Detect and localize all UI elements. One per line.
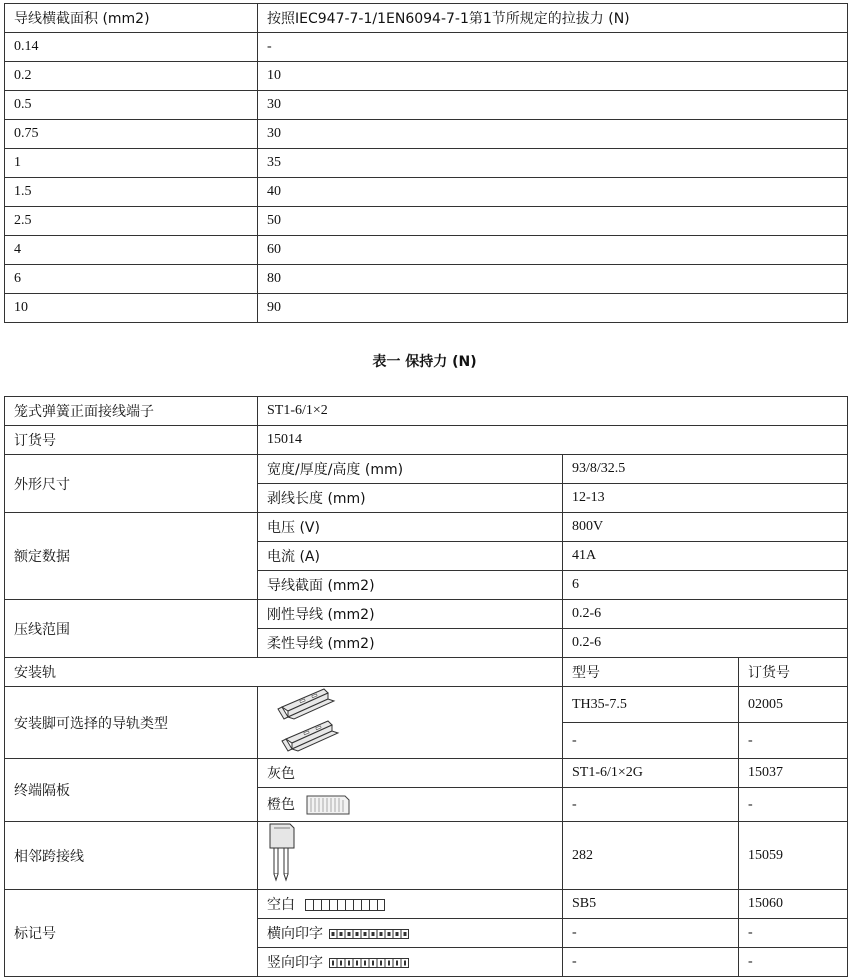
range-value-0: 0.2-6 — [563, 600, 848, 629]
jumper-icon — [264, 822, 300, 884]
pull-force-table — [4, 3, 848, 323]
rated-label-0: 电压 (V) — [258, 513, 563, 542]
rated-value-2: 6 — [563, 571, 848, 600]
end-order-0: 15037 — [739, 759, 848, 788]
end-model-1: - — [563, 788, 739, 822]
order-value: 15014 — [258, 426, 848, 455]
table-row — [5, 658, 848, 687]
cross-section-cell: 0.14 — [5, 33, 258, 62]
rail-header-order: 订货号 — [739, 658, 848, 687]
end-color-1-label: 橙色 — [267, 796, 295, 813]
jumper-label: 相邻跨接线 — [5, 822, 258, 890]
cross-section-cell: 10 — [5, 294, 258, 323]
table-row — [5, 759, 848, 788]
rail-header-model: 型号 — [563, 658, 739, 687]
end-model-0: ST1-6/1×2G — [563, 759, 739, 788]
pull-force-cell: 30 — [258, 120, 848, 149]
table-row — [5, 236, 848, 265]
table-row — [5, 600, 848, 629]
pull-force-cell: 50 — [258, 207, 848, 236]
marker-model-2: - — [563, 948, 739, 977]
header-cross-section: 导线横截面积 (mm2) — [5, 4, 258, 33]
table-row — [5, 178, 848, 207]
dims-label-1: 剥线长度 (mm) — [258, 484, 563, 513]
end-color-0 — [258, 759, 563, 788]
table-row — [5, 513, 848, 542]
marker-label-2-text: 竖向印字 — [267, 955, 323, 971]
cross-section-cell: 2.5 — [5, 207, 258, 236]
order-label: 订货号 — [5, 426, 258, 455]
rated-value-0: 800V — [563, 513, 848, 542]
pull-force-cell: 35 — [258, 149, 848, 178]
table-row — [5, 265, 848, 294]
cross-section-cell: 0.5 — [5, 91, 258, 120]
table-row — [5, 207, 848, 236]
spec-table — [4, 396, 848, 977]
table-row — [5, 62, 848, 91]
pull-force-cell: 40 — [258, 178, 848, 207]
cross-section-cell: 0.2 — [5, 62, 258, 91]
header-pull-force: 按照IEC947-7-1/1EN6094-7-1第1节所规定的拉拔力 (N) — [258, 4, 848, 33]
pull-force-cell: 30 — [258, 91, 848, 120]
table-row — [5, 33, 848, 62]
rail-order-0: 02005 — [739, 687, 848, 723]
table-caption: 表一 保持力 (N) — [372, 354, 477, 370]
table-row — [5, 687, 848, 723]
table-row — [5, 426, 848, 455]
rail-model-1: - — [563, 723, 739, 759]
cross-section-cell: 0.75 — [5, 120, 258, 149]
marker-label-1-text: 横向印字 — [267, 926, 323, 942]
table-row — [5, 455, 848, 484]
end-color-1 — [258, 788, 563, 822]
pull-force-cell: - — [258, 33, 848, 62]
table-row — [5, 890, 848, 919]
table-row — [5, 294, 848, 323]
range-label: 压线范围 — [5, 600, 258, 658]
rated-label: 额定数据 — [5, 513, 258, 600]
din-rail-icon — [276, 687, 346, 753]
cross-section-cell: 1 — [5, 149, 258, 178]
dims-value-1: 12-13 — [563, 484, 848, 513]
end-order-1: - — [739, 788, 848, 822]
rail-image-cell — [258, 687, 563, 759]
rated-value-1: 41A — [563, 542, 848, 571]
range-label-1: 柔性导线 (mm2) — [258, 629, 563, 658]
rail-model-0: TH35-7.5 — [563, 687, 739, 723]
rail-header-label: 安装轨 — [5, 658, 563, 687]
marker-model-0: SB5 — [563, 890, 739, 919]
dims-label: 外形尺寸 — [5, 455, 258, 513]
marker-order-0: 15060 — [739, 890, 848, 919]
pull-force-cell: 90 — [258, 294, 848, 323]
marker-label-0-text: 空白 — [267, 897, 295, 913]
jumper-order: 15059 — [739, 822, 848, 890]
pull-force-cell: 60 — [258, 236, 848, 265]
table-row — [5, 91, 848, 120]
jumper-image-cell — [258, 822, 563, 890]
rail-label: 安装脚可选择的导轨类型 — [5, 687, 258, 759]
product-label: 笼式弹簧正面接线端子 — [5, 397, 258, 426]
dims-label-0: 宽度/厚度/高度 (mm) — [258, 455, 563, 484]
marker-order-1: - — [739, 919, 848, 948]
table-row — [5, 120, 848, 149]
marker-strip-vertical-icon — [329, 958, 409, 968]
rail-order-1: - — [739, 723, 848, 759]
marker-label-1 — [258, 919, 563, 948]
marker-model-1: - — [563, 919, 739, 948]
marker-label-2 — [258, 948, 563, 977]
marker-strip-horizontal-icon — [329, 929, 409, 939]
pull-force-cell: 10 — [258, 62, 848, 91]
end-color-0-label: 灰色 — [267, 766, 295, 782]
jumper-model: 282 — [563, 822, 739, 890]
rated-label-2: 导线截面 (mm2) — [258, 571, 563, 600]
table-row — [5, 397, 848, 426]
marker-label-0 — [258, 890, 563, 919]
cross-section-cell: 6 — [5, 265, 258, 294]
marker-order-2: - — [739, 948, 848, 977]
end-plate-icon — [305, 794, 351, 816]
end-label: 终端隔板 — [5, 759, 258, 822]
range-value-1: 0.2-6 — [563, 629, 848, 658]
dims-value-0: 93/8/32.5 — [563, 455, 848, 484]
table-row — [5, 149, 848, 178]
rated-label-1: 电流 (A) — [258, 542, 563, 571]
marker-strip-blank-icon — [305, 899, 385, 911]
table-row — [5, 822, 848, 890]
cross-section-cell: 1.5 — [5, 178, 258, 207]
table-header-row — [5, 4, 848, 33]
pull-force-cell: 80 — [258, 265, 848, 294]
range-label-0: 刚性导线 (mm2) — [258, 600, 563, 629]
product-value: ST1-6/1×2 — [258, 397, 848, 426]
cross-section-cell: 4 — [5, 236, 258, 265]
marker-label: 标记号 — [5, 890, 258, 977]
